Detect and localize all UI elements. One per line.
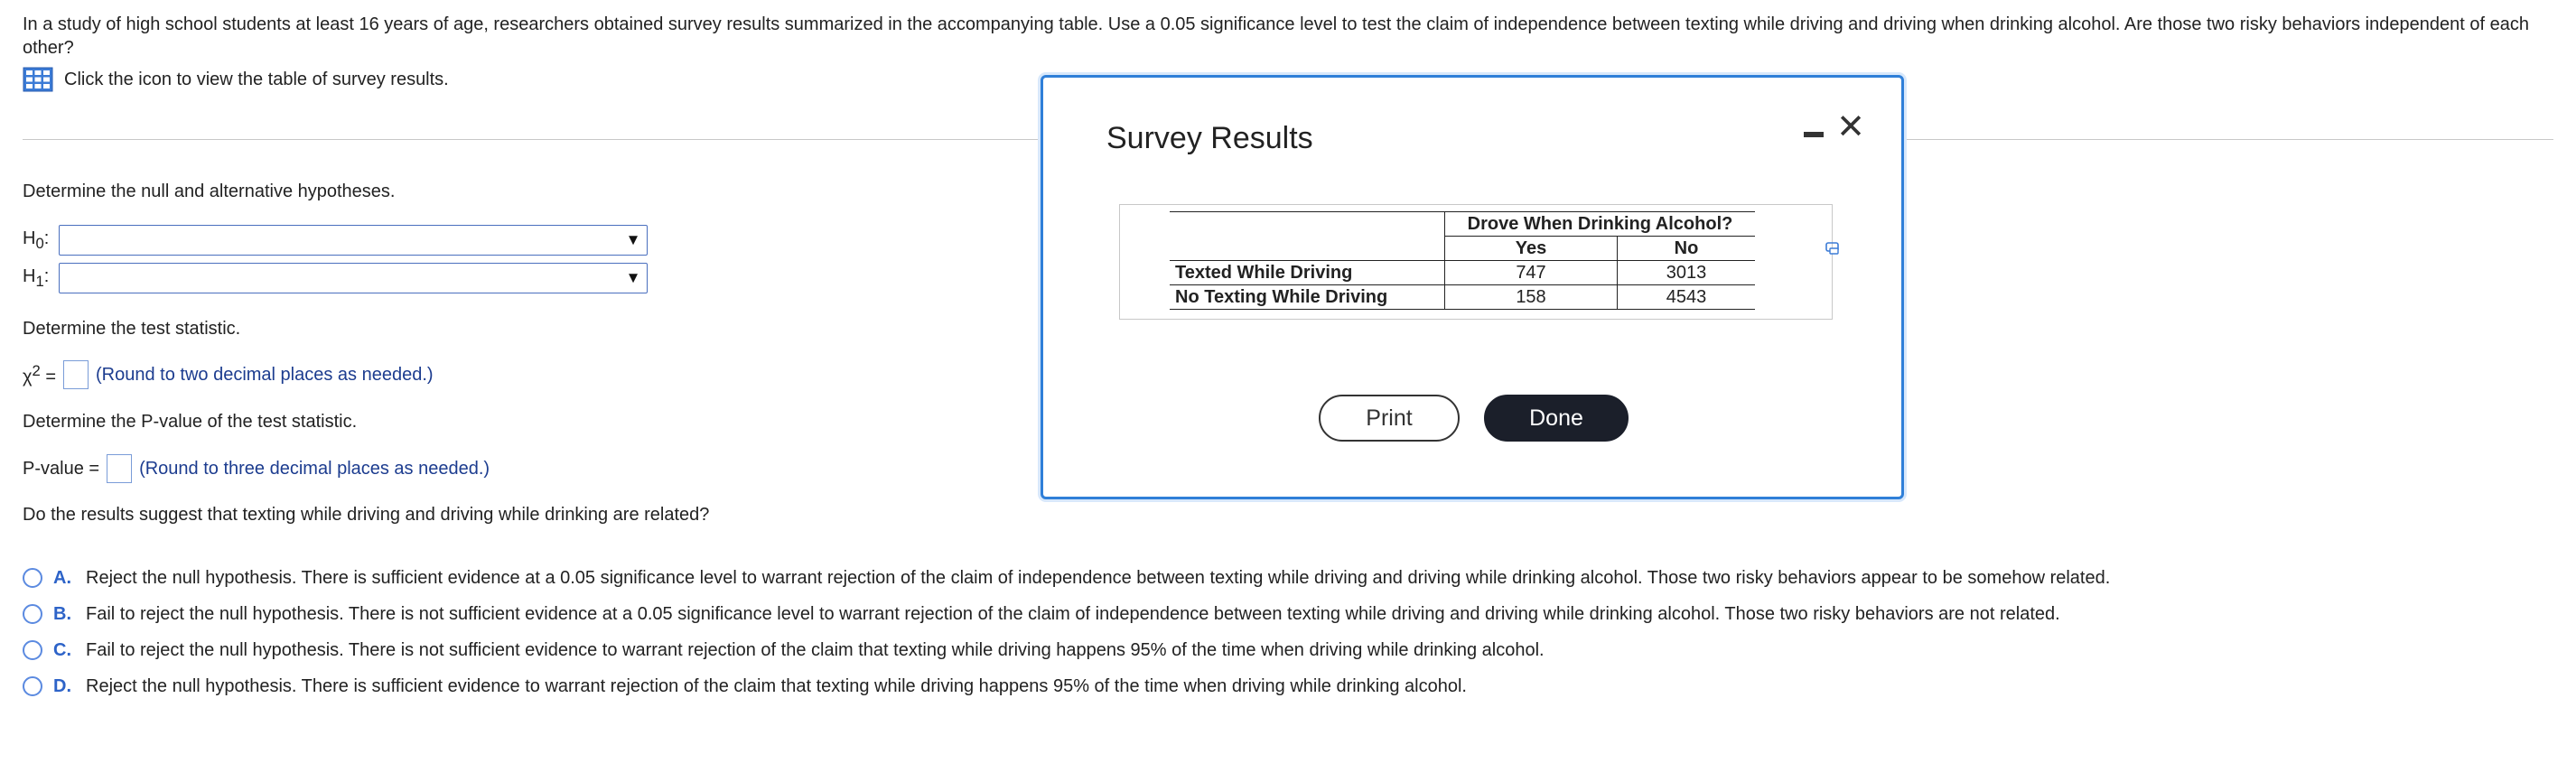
minimize-icon[interactable] <box>1804 121 1824 141</box>
cell-no: 3013 <box>1618 261 1756 285</box>
table-row <box>1170 261 1755 285</box>
grid-table-icon[interactable] <box>23 67 53 92</box>
group-header: Drove When Drinking Alcohol? <box>1445 212 1756 237</box>
radio-button[interactable] <box>23 676 42 696</box>
print-button[interactable]: Print <box>1319 395 1460 442</box>
pvalue-hint: (Round to three decimal places as needed.) <box>139 458 490 479</box>
survey-table <box>1170 211 1755 310</box>
option-text[interactable]: Reject the null hypothesis. There is sufficient evidence to warrant rejection of the claim that texting while driving happens 95% of the time when driving while drinking alcohol. <box>86 675 1467 696</box>
pvalue-row <box>23 454 490 483</box>
copy-icon[interactable] <box>1825 240 1842 256</box>
option-letter: C. <box>53 639 71 660</box>
pvalue-input[interactable] <box>107 454 132 483</box>
row-label: No Texting While Driving <box>1170 285 1445 310</box>
option-text[interactable]: Reject the null hypothesis. There is sufficient evidence at a 0.05 significance level to warrant rejection of the claim of independence between texting while driving and driving while drinking alcohol. Those two risky behaviors appear to be somehow related. <box>86 567 2111 588</box>
h1-row <box>23 263 648 293</box>
triangle-down-icon[interactable]: ▼ <box>625 231 641 248</box>
cell-yes: 747 <box>1445 261 1618 285</box>
h0-label: $H_0$: <box>23 228 50 252</box>
survey-results-dialog <box>1041 75 1904 499</box>
close-icon[interactable]: ✕ <box>1836 108 1865 146</box>
chi-square-row <box>23 360 434 389</box>
option-letter: D. <box>53 675 71 696</box>
h0-row <box>23 225 648 256</box>
pvalue-prompt: Determine the P-value of the test statistic. <box>23 412 358 432</box>
option-text[interactable]: Fail to reject the null hypothesis. There is not sufficient evidence at a 0.05 significance level to warrant rejection of the claim of independence between texting while driving and driving while drinking alcohol. Those two risky behaviors are not related. <box>86 603 2060 624</box>
radio-button[interactable] <box>23 640 42 660</box>
option-b[interactable] <box>23 596 2110 632</box>
dialog-title: Survey Results <box>1106 121 1313 155</box>
pvalue-label: P-value = <box>23 458 100 479</box>
table-empty-cell <box>1170 237 1445 261</box>
option-letter: B. <box>53 603 71 624</box>
chi-square-input[interactable] <box>63 360 89 389</box>
chi-square-hint: (Round to two decimal places as needed.) <box>96 364 434 385</box>
option-c[interactable] <box>23 632 2110 668</box>
option-d[interactable] <box>23 668 2110 704</box>
survey-table-frame <box>1119 204 1833 320</box>
table-link-text[interactable]: Click the icon to view the table of survey results. <box>64 69 449 89</box>
hypotheses-prompt: Determine the null and alternative hypotheses. <box>23 182 396 201</box>
row-label: Texted While Driving <box>1170 261 1445 285</box>
h1-label: $H_1$: <box>23 265 50 290</box>
radio-button[interactable] <box>23 604 42 624</box>
cell-no: 4543 <box>1618 285 1756 310</box>
question-text: In a study of high school students at least 16 years of age, researchers obtained survey results summarized in the accompanying table. Use a 0.05 significance level to test the claim of independence between texting while driving and driving when drinking alcohol. Are those two risky behaviors independent of each other? <box>23 14 2529 58</box>
triangle-down-icon[interactable]: ▼ <box>625 269 641 286</box>
test-statistic-prompt: Determine the test statistic. <box>23 319 241 339</box>
col-header-yes: Yes <box>1445 237 1618 261</box>
conclusion-prompt: Do the results suggest that texting while driving and driving while drinking are related? <box>23 505 710 525</box>
table-header-row <box>1170 212 1755 237</box>
table-row <box>1170 285 1755 310</box>
table-corner-cell <box>1170 212 1445 237</box>
answer-options <box>23 560 2110 704</box>
table-subheader-row <box>1170 237 1755 261</box>
h0-dropdown[interactable] <box>59 225 648 256</box>
done-button[interactable]: Done <box>1484 395 1629 442</box>
col-header-no: No <box>1618 237 1756 261</box>
h1-dropdown[interactable] <box>59 263 648 293</box>
option-letter: A. <box>53 567 71 588</box>
view-table-link[interactable] <box>23 67 449 92</box>
option-a[interactable] <box>23 560 2110 596</box>
chi-square-label: $\chi^2$ = <box>23 361 57 387</box>
option-text[interactable]: Fail to reject the null hypothesis. There is not sufficient evidence to warrant rejection of the claim that texting while driving happens 95% of the time when driving while drinking alcohol. <box>86 639 1545 660</box>
cell-yes: 158 <box>1445 285 1618 310</box>
radio-button[interactable] <box>23 568 42 588</box>
